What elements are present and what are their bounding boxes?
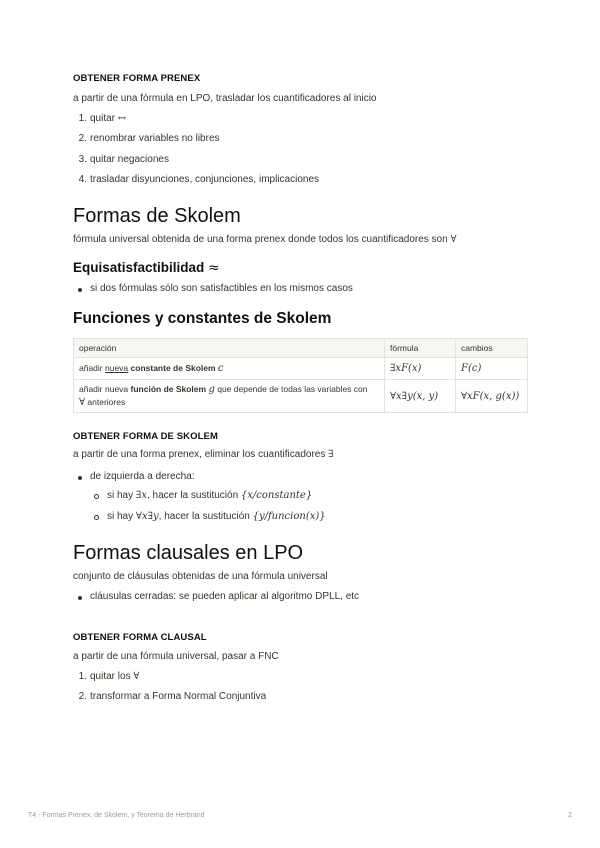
math-symbol: ∃ <box>328 449 334 460</box>
list-text: quitar <box>90 113 118 124</box>
list-text: si hay <box>107 511 136 522</box>
list-number: 1. <box>78 113 87 124</box>
prenex-intro: a partir de una fórmula en LPO, trasladar los cuantificadores al inicio <box>73 93 377 104</box>
title-formas-de-skolem: Formas de Skolem <box>73 205 241 227</box>
page-number: 2 <box>568 812 572 819</box>
list-number: 4. <box>78 174 87 185</box>
list-text: si dos fórmulas sólo son satisfactibles en los mismos casos <box>90 283 353 294</box>
heading-obtener-forma-clausal: OBTENER FORMA CLAUSAL <box>73 632 207 643</box>
list-text: , hacer la sustitución <box>146 490 241 501</box>
bullet-icon <box>94 515 99 520</box>
table-row <box>74 380 528 413</box>
table-cell-formula: ∀x∃y(x, y) <box>385 380 456 413</box>
cell-text: anteriores <box>85 397 126 407</box>
table-row <box>74 358 528 380</box>
table-header: fórmula <box>385 339 456 358</box>
math-symbol: ∀x∃y <box>135 511 159 522</box>
table-cell-operation <box>74 380 385 413</box>
math-symbol: c <box>217 363 224 374</box>
math-symbol: {x/constante} <box>240 490 313 501</box>
list-text: quitar negaciones <box>90 154 169 165</box>
list-text: cláusulas cerradas: se pueden aplicar al algoritmo DPLL, etc <box>90 591 360 602</box>
cell-text: añadir <box>79 363 105 373</box>
skolem-table <box>73 338 528 413</box>
table-header-row <box>74 339 528 358</box>
math-symbol: ≈ <box>208 260 220 276</box>
table-cell-change: F(c) <box>456 358 528 380</box>
math-symbol: ∀ <box>133 671 140 682</box>
title-funciones-skolem: Funciones y constantes de Skolem <box>73 310 332 327</box>
list-number: 1. <box>78 671 87 682</box>
table-header: cambios <box>456 339 528 358</box>
equisat-title-text: Equisatisfactibilidad <box>73 260 209 275</box>
title-formas-clausales: Formas clausales en LPO <box>73 542 304 564</box>
table-cell-change: ∀xF(x, g(x)) <box>456 380 528 413</box>
cell-text-underlined: nueva <box>105 363 129 373</box>
cell-text-bold: función de Skolem <box>130 384 209 394</box>
math-symbol: ∀ <box>450 234 457 245</box>
clausal-form-intro: a partir de una fórmula universal, pasar a FNC <box>73 651 279 662</box>
bullet-icon <box>78 476 82 480</box>
intro-text: a partir de una forma prenex, eliminar los cuantificadores <box>73 449 329 460</box>
clausal-intro: conjunto de cláusulas obtenidas de una fórmula universal <box>73 571 328 582</box>
list-number: 3. <box>78 154 87 165</box>
heading-obtener-forma-prenex: OBTENER FORMA PRENEX <box>73 73 201 84</box>
page-footer: T4 - Formas Prenex, de Skolem, y Teorema de Herbrand <box>28 812 205 819</box>
math-symbol: ↔ <box>117 113 127 124</box>
list-text: , hacer la sustitución <box>158 511 253 522</box>
bullet-icon <box>94 494 99 499</box>
title-equisatisfactibilidad <box>73 260 220 276</box>
list-text: quitar los <box>90 671 134 682</box>
list-text: trasladar disyunciones, conjunciones, implicaciones <box>90 174 320 185</box>
list-text: renombrar variables no libres <box>90 133 220 144</box>
math-symbol: ∀ <box>79 397 86 408</box>
skolem-intro-text: fórmula universal obtenida de una forma prenex donde todos los cuantificadores son <box>73 234 451 245</box>
list-text: de izquierda a derecha: <box>90 471 195 482</box>
list-text: transformar a Forma Normal Conjuntiva <box>90 691 267 702</box>
bullet-icon <box>78 596 82 600</box>
list-number: 2. <box>78 691 87 702</box>
math-symbol: {y/funcion(x)} <box>252 511 326 522</box>
cell-text-bold: constante de Skolem <box>128 363 218 373</box>
heading-obtener-forma-skolem: OBTENER FORMA DE SKOLEM <box>73 431 218 442</box>
math-symbol: g <box>208 384 215 395</box>
bullet-icon <box>78 288 82 292</box>
cell-text: añadir nueva <box>79 384 131 394</box>
table-header: operación <box>74 339 385 358</box>
skolem-intro <box>73 234 457 245</box>
math-symbol: ∃x <box>135 490 147 501</box>
skolem-form-intro <box>73 449 334 460</box>
list-number: 2. <box>78 133 87 144</box>
table-cell-operation <box>74 358 385 380</box>
table-cell-formula: ∃xF(x) <box>385 358 456 380</box>
cell-text: que depende de todas las variables con <box>214 384 368 394</box>
list-text: si hay <box>107 490 136 501</box>
